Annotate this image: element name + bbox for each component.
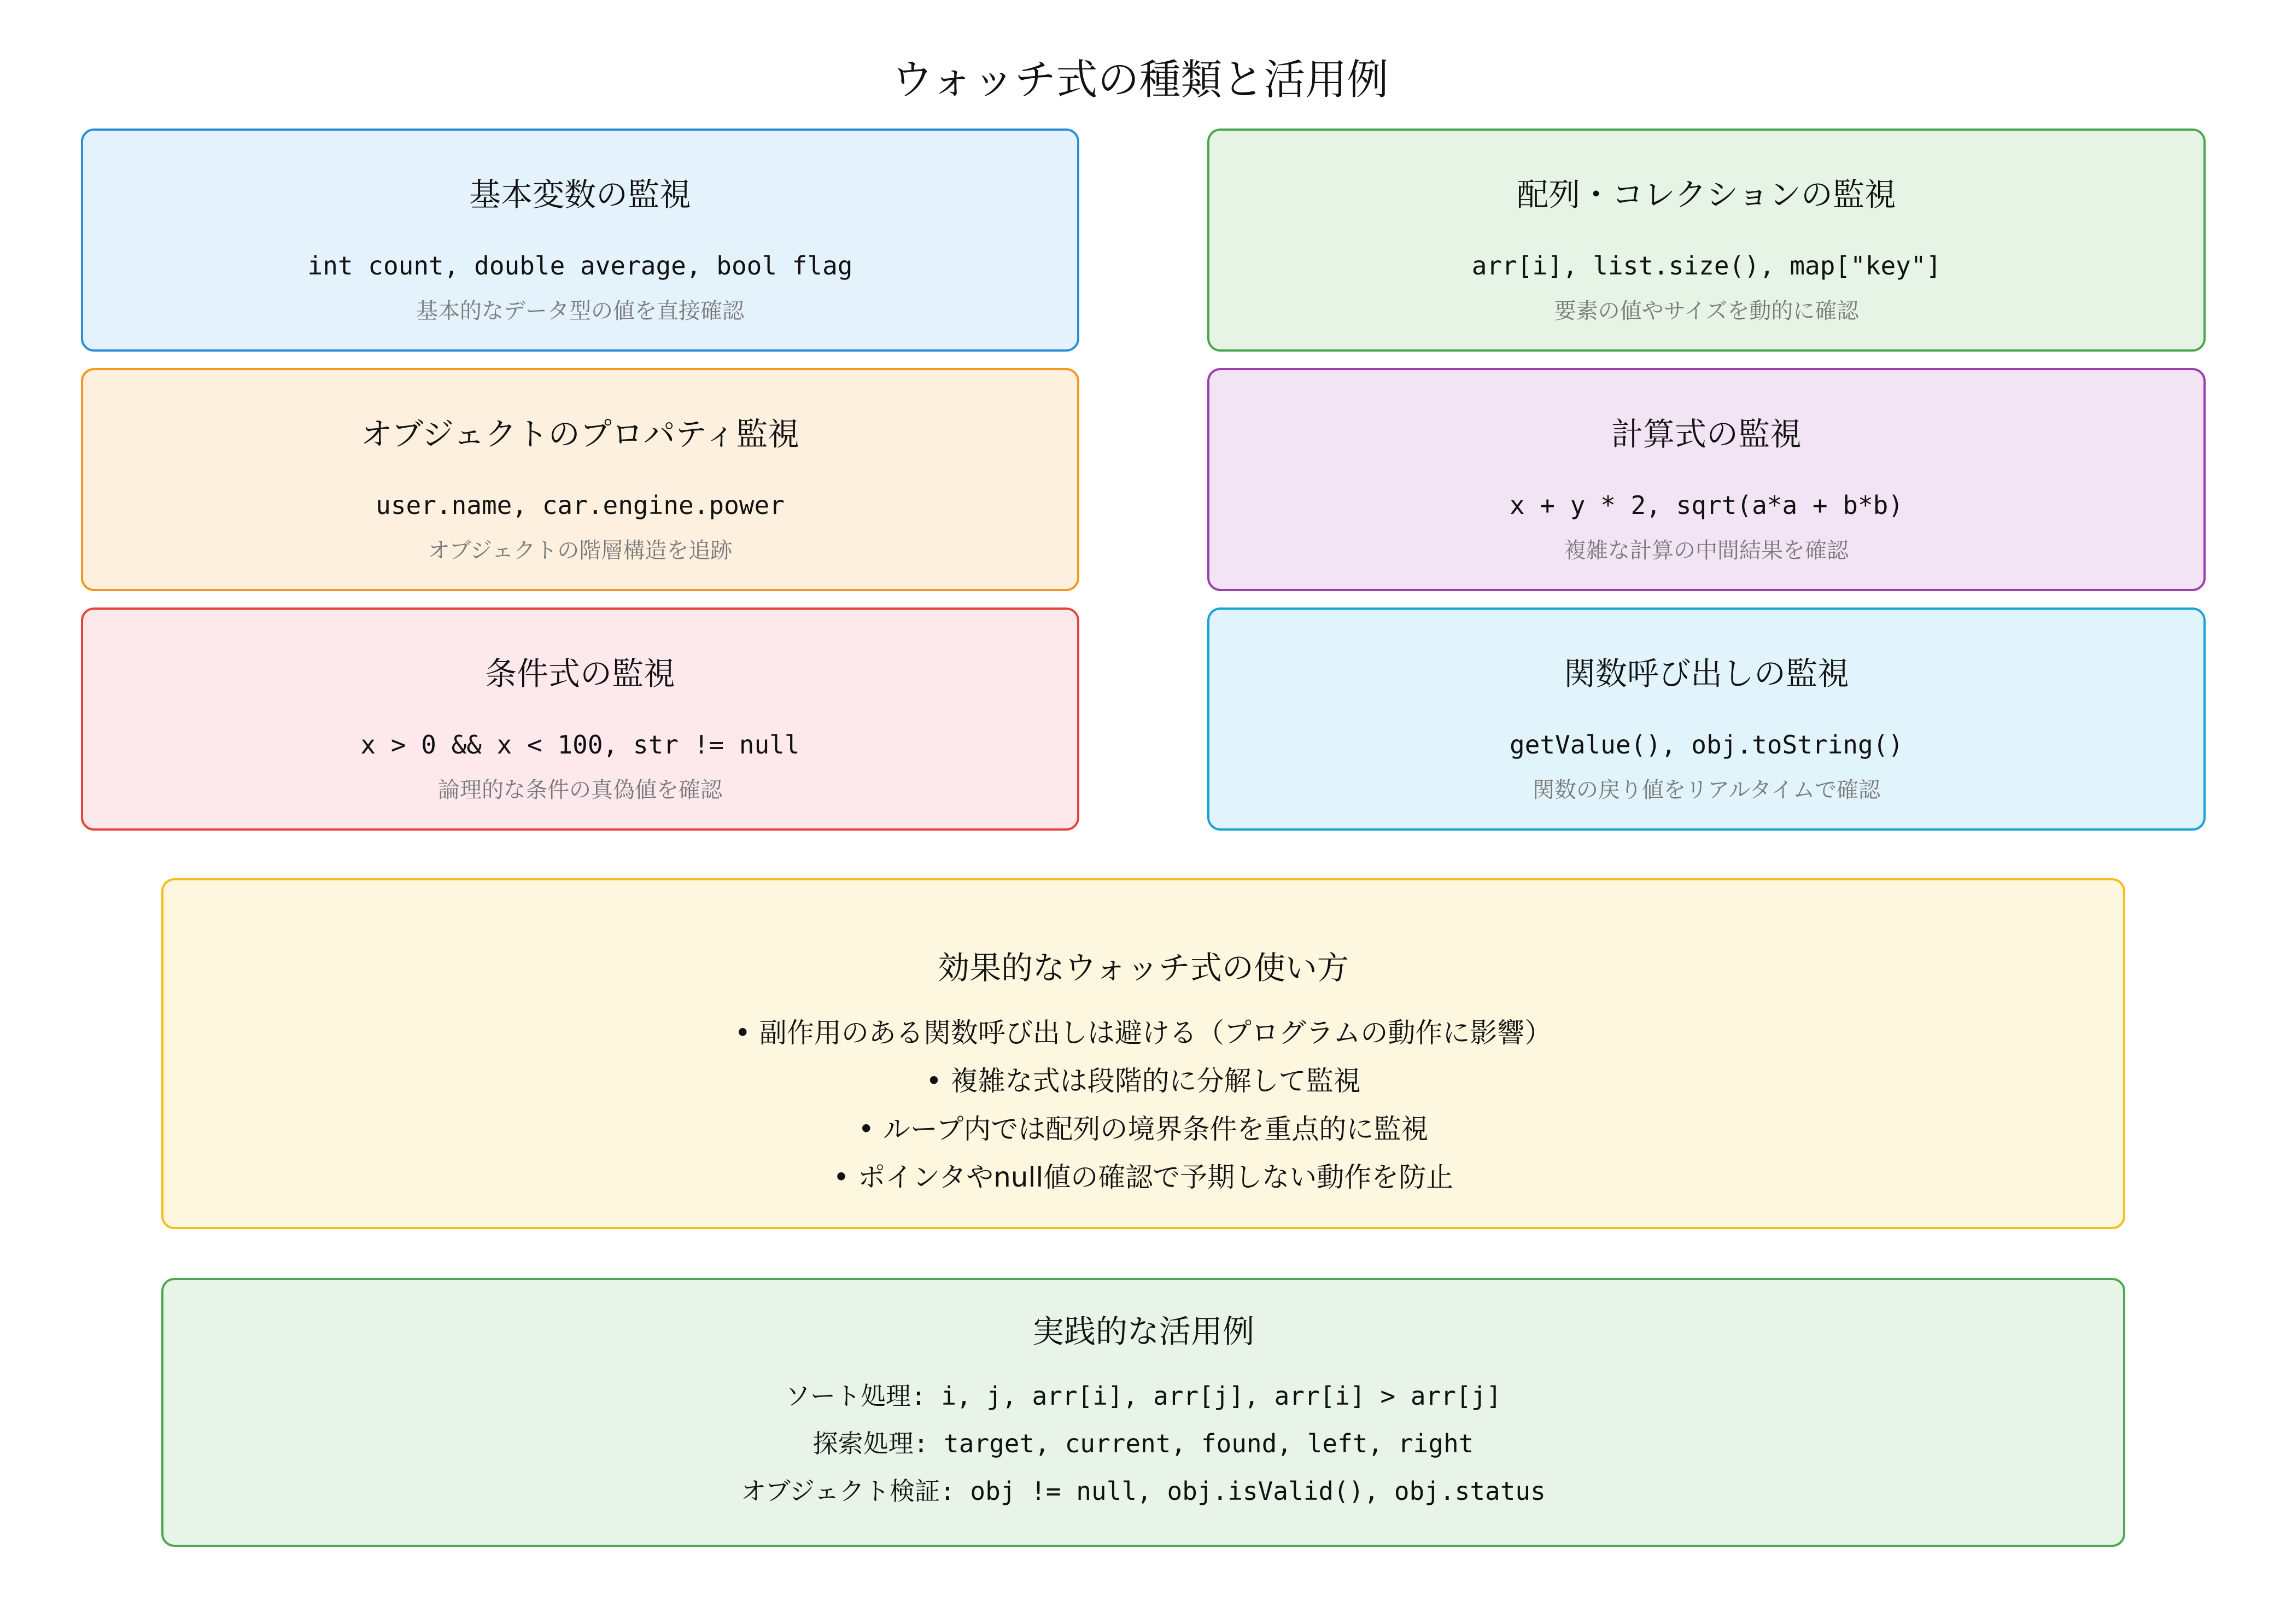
tip-item: • 副作用のある関数呼び出しは避ける（プログラムの動作に影響） (734, 1017, 1552, 1049)
card-heading: 条件式の監視 (484, 655, 675, 692)
tip-item: • ループ内では配列の境界条件を重点的に監視 (858, 1113, 1429, 1145)
card-arrays-collections (1207, 128, 2206, 352)
card-description: 要素の値やサイズを動的に確認 (1554, 299, 1859, 324)
examples-heading: 実践的な活用例 (1032, 1313, 1254, 1350)
example-item: ソート処理: i, j, arr[i], arr[j], arr[i] > arr[j] (785, 1381, 1502, 1411)
card-heading: 配列・コレクションの監視 (1517, 176, 1896, 213)
card-code-example: int count, double average, bool flag (307, 251, 853, 281)
tips-heading: 効果的なウォッチ式の使い方 (938, 949, 1349, 986)
card-conditions (81, 607, 1079, 831)
card-expressions (1207, 368, 2206, 591)
card-description: オブジェクトの階層構造を追跡 (428, 538, 733, 563)
tip-item: • ポインタやnull値の確認で予期しない動作を防止 (833, 1161, 1454, 1193)
tips-panel (161, 878, 2125, 1229)
card-code-example: arr[i], list.size(), map["key"] (1471, 251, 1942, 281)
tip-item: • 複雑な式は段階的に分解して監視 (926, 1065, 1361, 1097)
card-code-example: x > 0 && x < 100, str != null (360, 730, 800, 760)
card-code-example: getValue(), obj.toString() (1509, 730, 1904, 760)
card-object-properties (81, 368, 1079, 591)
card-heading: オブジェクトのプロパティ監視 (360, 416, 800, 453)
card-heading: 基本変数の監視 (469, 176, 691, 213)
card-code-example: x + y * 2, sqrt(a*a + b*b) (1509, 490, 1904, 520)
card-basic-variables (81, 128, 1079, 352)
card-heading: 計算式の監視 (1611, 416, 1802, 453)
example-item: 探索処理: target, current, found, left, right (812, 1429, 1474, 1458)
diagram-title: ウォッチ式の種類と活用例 (891, 55, 1389, 104)
card-function-calls (1207, 607, 2206, 831)
card-code-example: user.name, car.engine.power (376, 490, 785, 520)
card-description: 関数の戻り値をリアルタイムで確認 (1533, 778, 1880, 803)
card-description: 基本的なデータ型の値を直接確認 (416, 299, 744, 324)
card-heading: 関数呼び出しの監視 (1563, 655, 1849, 692)
card-description: 論理的な条件の真偽値を確認 (438, 778, 722, 803)
examples-panel (161, 1278, 2125, 1547)
card-description: 複雑な計算の中間結果を確認 (1564, 538, 1849, 563)
example-item: オブジェクト検証: obj != null, obj.isValid(), obj.status (741, 1476, 1546, 1506)
